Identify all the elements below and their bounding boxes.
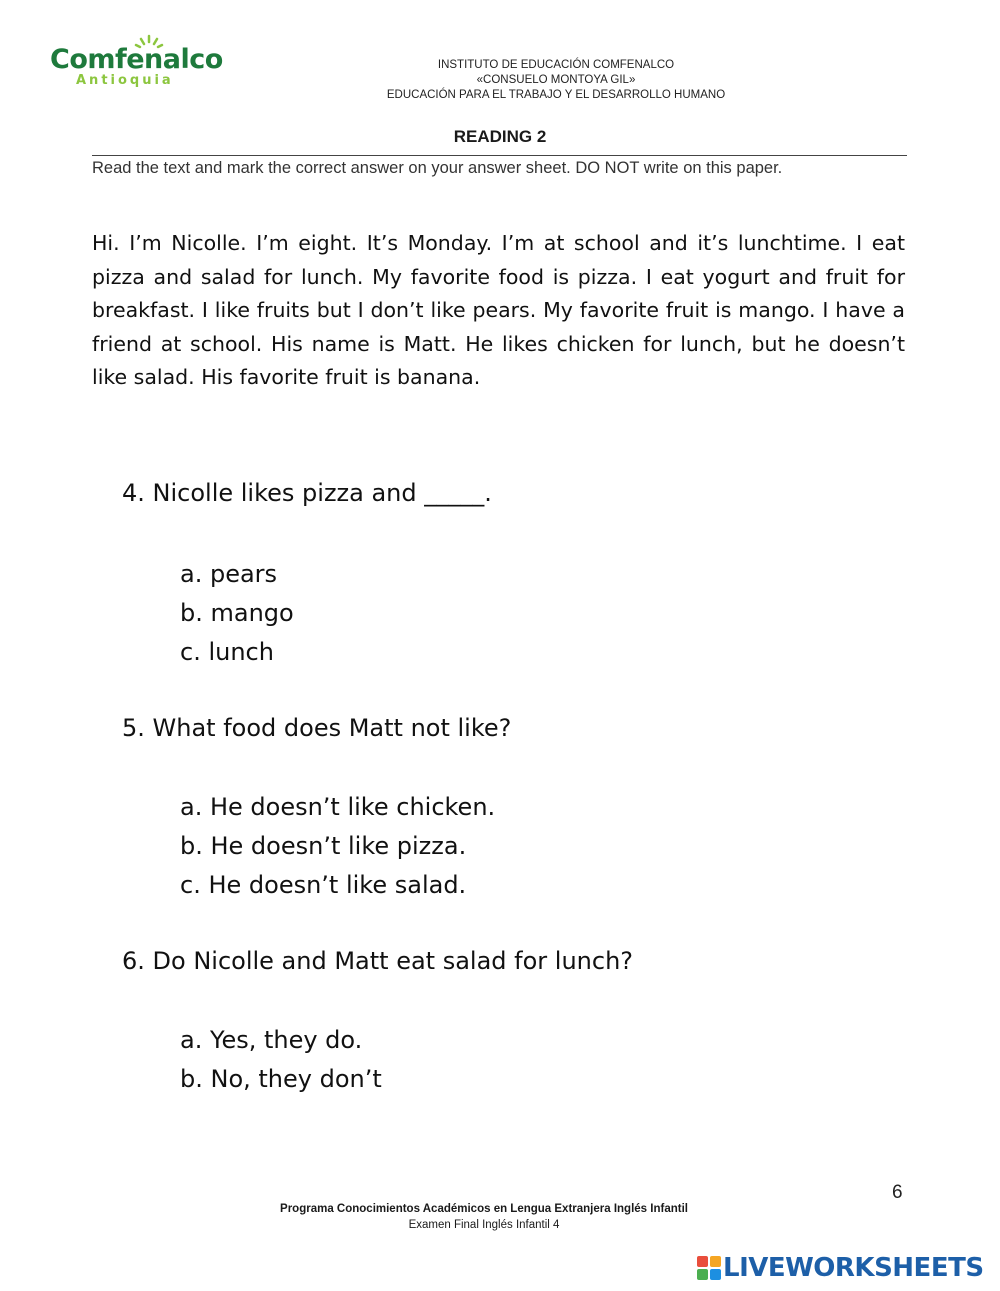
- question-6-option-a: a. Yes, they do.: [180, 1026, 363, 1054]
- question-4-option-a: a. pears: [180, 560, 278, 588]
- logo-subtext: Antioquia: [76, 73, 174, 88]
- reading-passage: Hi. I’m Nicolle. I’m eight. It’s Monday. I’m at school and it’s lunchtime. I eat pizza and salad for lunch. My favorite food is pizza. I eat yogurt and fruit for breakfast. I like fruits but I don’t like pears. My favorite fruit is mango. I have a friend at school. His name is Matt. He likes chicken for lunch, but he doesn’t like salad. His favorite fruit is banana.: [92, 231, 905, 389]
- instructions: Read the text and mark the correct answer on your answer sheet. DO NOT write on this paper.: [92, 159, 783, 177]
- footer-exam: Examen Final Inglés Infantil 4: [408, 1219, 560, 1231]
- title-divider: [92, 155, 907, 156]
- institute-line: INSTITUTO DE EDUCACIÓN COMFENALCO: [437, 59, 675, 71]
- question-4: 4. Nicolle likes pizza and _____.: [122, 479, 492, 507]
- footer-program: Programa Conocimientos Académicos en Lengua Extranjera Inglés Infantil: [280, 1203, 688, 1215]
- institute-line: «CONSUELO MONTOYA GIL»: [476, 74, 636, 86]
- institute-line: EDUCACIÓN PARA EL TRABAJO Y EL DESARROLLO HUMANO: [386, 89, 726, 101]
- page-number: 6: [892, 1182, 903, 1203]
- question-5-option-c: c. He doesn’t like salad.: [180, 871, 467, 899]
- watermark-text: LIVEWORKSHEETS: [723, 1253, 984, 1283]
- question-5-option-b: b. He doesn’t like pizza.: [180, 832, 467, 860]
- question-5: 5. What food does Matt not like?: [122, 714, 512, 742]
- question-6: 6. Do Nicolle and Matt eat salad for lunch?: [122, 947, 634, 975]
- question-6-option-b: b. No, they don’t: [180, 1065, 382, 1093]
- institute-header: [300, 58, 812, 103]
- question-4-option-b: b. mango: [180, 599, 294, 627]
- question-4-option-c: c. lunch: [180, 638, 274, 666]
- page-title: READING 2: [453, 127, 547, 146]
- liveworksheets-badge-icon: [697, 1256, 721, 1280]
- comfenalco-logo: [50, 38, 223, 98]
- logo-text: Comfenalco: [50, 44, 223, 75]
- question-5-option-a: a. He doesn’t like chicken.: [180, 793, 496, 821]
